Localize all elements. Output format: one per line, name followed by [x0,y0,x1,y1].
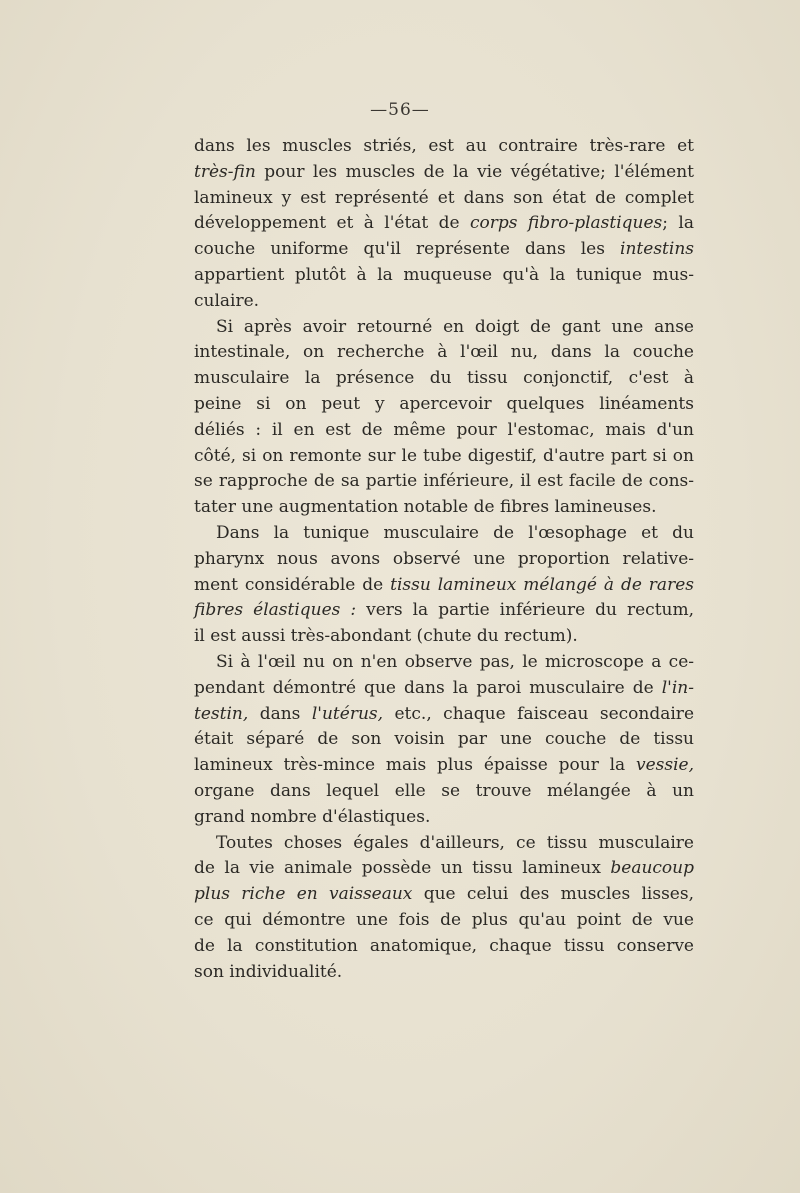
text-segment: se rapproche de sa partie inférieure, il est facile de cons- [194,471,694,492]
italic-text: corps fibro-plastiques [470,213,663,234]
text-segment: organe dans lequel elle se trouve mélangée à un [194,780,694,801]
text-line [194,521,694,547]
text-line [194,366,694,392]
text-segment: ce qui démontre une fois de plus qu'au point de vue [194,909,694,930]
text-line [194,908,694,934]
text-segment: lamineux très-mince mais plus épaisse pour la [194,755,636,776]
text-line [194,315,694,341]
text-segment: vers la partie inférieure du rectum, [356,600,694,621]
text-segment: de la constitution anatomique, chaque tissu conserve [194,935,694,956]
text-segment: que celui des muscles lisses, [412,884,694,905]
text-segment: Dans la tunique musculaire de l'œsophage et du [216,522,694,543]
italic-text: beaucoup [610,858,694,879]
text-segment: lamineux y est représenté et dans son état de complet [194,187,694,208]
text-segment: Si à l'œil nu on n'en observe pas, le microscope a ce- [216,651,694,672]
text-segment: peine si on peut y apercevoir quelques linéaments [194,393,694,414]
body-text [194,134,694,985]
text-segment: déliés : il en est de même pour l'estomac, mais d'un [194,419,694,440]
text-line [194,676,694,702]
text-line [194,598,694,624]
italic-text: plus riche en vaisseaux [194,884,413,905]
text-line [194,289,694,315]
text-line [194,624,694,650]
text-segment: dans les muscles striés, est au contraire très-rare et [194,136,694,156]
text-line [194,779,694,805]
text-segment: pour les muscles de la vie végétative; l'élément [255,161,694,182]
text-line [194,444,694,470]
text-line [194,263,694,289]
text-segment: pendant démontré que dans la paroi musculaire de [194,677,662,698]
text-segment: de la vie animale possède un tissu lamineux [194,858,611,879]
text-line [194,573,694,599]
text-segment: il est aussi très-abondant (chute du rectum). [194,626,578,647]
text-segment: ment considérable de [194,574,391,595]
text-line [194,469,694,495]
text-segment: appartient plutôt à la muqueuse qu'à la tunique mus- [194,264,694,285]
text-segment: Si après avoir retourné en doigt de gant une anse [216,316,694,337]
text-segment: tater une augmentation notable de fibres lamineuses. [194,497,657,518]
text-segment: intestinale, on recherche à l'œil nu, dans la couche [194,342,694,363]
text-segment: développement et à l'état de [194,213,470,234]
text-line [194,211,694,237]
italic-text: très-fin [194,161,256,182]
italic-text: testin, [194,703,249,724]
text-segment: culaire. [194,290,260,311]
text-line [194,753,694,779]
text-line [194,418,694,444]
text-line [194,237,694,263]
text-line [194,160,694,186]
text-line [194,650,694,676]
text-line [194,960,694,986]
text-segment: côté, si on remonte sur le tube digestif, d'autre part si on [194,445,694,466]
page-number: —56— [370,100,430,120]
text-line [194,727,694,753]
italic-text: tissu lamineux mélangé à de rares [390,574,694,595]
text-line [194,495,694,521]
italic-text: fibres élastiques : [194,600,357,621]
text-line [194,856,694,882]
text-segment: dans [248,703,312,724]
text-line [194,805,694,831]
text-line [194,547,694,573]
text-segment: grand nombre d'élastiques. [194,806,431,827]
text-segment: pharynx nous avons observé une proportion relative- [194,548,694,569]
text-segment: etc., chaque faisceau secondaire [383,703,694,724]
text-segment: était séparé de son voisin par une couche de tissu [194,729,694,750]
text-segment: couche uniforme qu'il représente dans les [194,239,621,260]
italic-text: l'utérus, [311,703,384,724]
text-segment: Toutes choses égales d'ailleurs, ce tissu musculaire [216,832,694,853]
text-segment: son individualité. [194,961,343,982]
text-line [194,882,694,908]
text-line [194,702,694,728]
italic-text: intestins [620,239,694,260]
italic-text: l'in- [661,677,694,698]
text-line [194,186,694,212]
italic-text: vessie, [635,755,694,776]
text-line [194,340,694,366]
text-segment: musculaire la présence du tissu conjonctif, c'est à [194,368,694,389]
text-line [194,134,694,160]
text-line [194,934,694,960]
text-line [194,392,694,418]
text-segment: ; la [662,213,694,234]
text-line [194,831,694,857]
